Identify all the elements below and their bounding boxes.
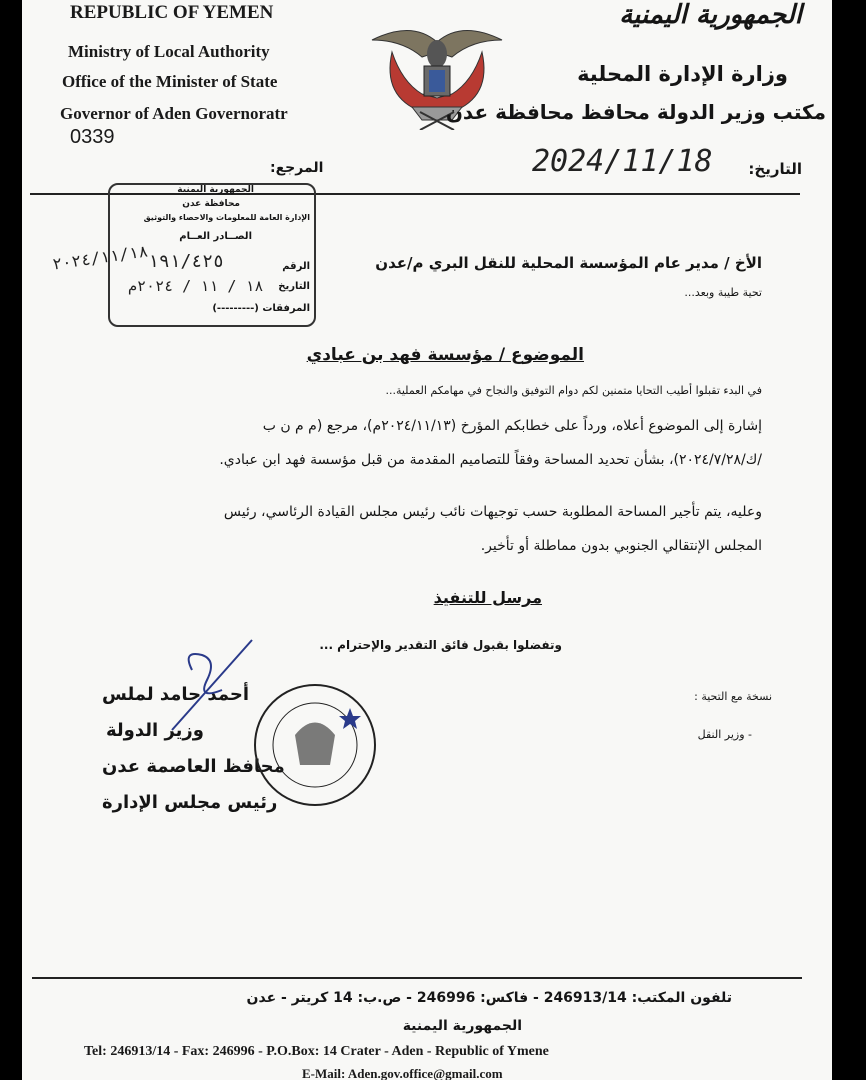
stamp-line-outgoing: الصــادر العــام <box>179 231 252 242</box>
footer-arabic-country: الجمهورية اليمنية <box>402 1018 522 1034</box>
signatory-title-minister: وزير الدولة <box>106 720 204 741</box>
header-ar-republic: الجمهورية اليمنية <box>619 0 802 30</box>
body-line-1: إشارة إلى الموضوع أعلاه، ورداً على خطابكم المؤرخ (٢٠٢٤/١١/١٣م)، مرجع (م م ن ب <box>262 418 762 434</box>
copies-label: نسخة مع التحية : <box>694 690 772 703</box>
stamp-number-label: الرقم <box>282 261 310 272</box>
opening-line: في البدء تقبلوا أطيب التحايا متمنين لكم دوام التوفيق والنجاح في مهامكم العملية... <box>385 384 762 397</box>
signatory-title-governor: محافظ العاصمة عدن <box>102 756 285 777</box>
signatory-title-board: رئيس مجلس الإدارة <box>102 792 278 813</box>
date-handwritten: 2024/11/18 <box>532 144 713 179</box>
forward-for-execution: مرسل للتنفيذ <box>433 588 542 607</box>
header-ar-office: مكتب وزير الدولة محافظ محافظة عدن <box>445 100 826 124</box>
header-en-governor: Governor of Aden Governoratr <box>60 104 288 123</box>
margin-handwritten-date: ٢٠٢٤/١١/١٨ <box>51 241 150 274</box>
official-seal-icon <box>250 680 380 810</box>
stamp-number-handwritten: ١٩١/٤٢٥ <box>148 251 224 272</box>
footer-email: E-Mail: Aden.gov.office@gmail.com <box>302 1066 503 1080</box>
body-line-2: /ك/٢٠٢٤/٧/٢٨)، بشأن تحديد المساحة وفقاً للتصاميم المقدمة من قبل مؤسسة فهد ابن عبادي. <box>219 452 762 468</box>
ref-label: المرجع: <box>270 160 324 176</box>
stamp-line-republic: الجمهورية اليمنية <box>177 185 254 195</box>
greeting-line: تحية طيبة وبعد... <box>684 286 762 299</box>
recipient-line: الأخ / مدير عام المؤسسة المحلية للنقل البري م/عدن <box>375 254 762 272</box>
footer-english-contact: Tel: 246913/14 - Fax: 246996 - P.O.Box: 14 Crater - Aden - Republic of Ymene <box>84 1044 549 1059</box>
footer-divider <box>32 977 802 979</box>
stamp-date-label: التاريخ <box>278 281 310 292</box>
copies-item: - وزير النقل <box>697 728 752 741</box>
signatory-name: أحمد حامد لملس <box>102 684 250 705</box>
footer-arabic-contact: تلفون المكتب: 246913/14 - فاكس: 246996 - ص.ب: 14 كريتر - عدن <box>246 990 732 1006</box>
date-label: التاريخ: <box>748 160 802 178</box>
stamp-line-governorate: محافظة عدن <box>182 199 240 209</box>
header-en-office: Office of the Minister of State <box>62 72 278 91</box>
stamp-line-department: الإدارة العامة للمعلومات والاحصاء والتوثيق <box>143 213 310 222</box>
subject-line: الموضوع / مؤسسة فهد بن عبادي <box>306 345 584 365</box>
header-en-ministry: Ministry of Local Authority <box>68 42 270 61</box>
decision-line-1: وعليه، يتم تأجير المساحة المطلوبة حسب توجيهات نائب رئيس مجلس القيادة الرئاسي، رئيس <box>223 504 762 520</box>
stamp-attachments: المرفقات (---------) <box>212 303 310 314</box>
header-ar-ministry: وزارة الإدارة المحلية <box>577 62 788 86</box>
stamp-date-handwritten: ١٨ / ١١ / ٢٠٢٤م <box>128 277 264 295</box>
letter-page <box>22 0 832 1080</box>
decision-line-2: المجلس الإنتقالي الجنوبي بدون مماطلة أو تأخير. <box>480 538 762 554</box>
header-en-republic: REPUBLIC OF YEMEN <box>70 2 274 23</box>
reference-number: 0339 <box>70 126 115 148</box>
closing-line: وتفضلوا بقبول فائق التقدير والإحترام ... <box>319 638 562 652</box>
